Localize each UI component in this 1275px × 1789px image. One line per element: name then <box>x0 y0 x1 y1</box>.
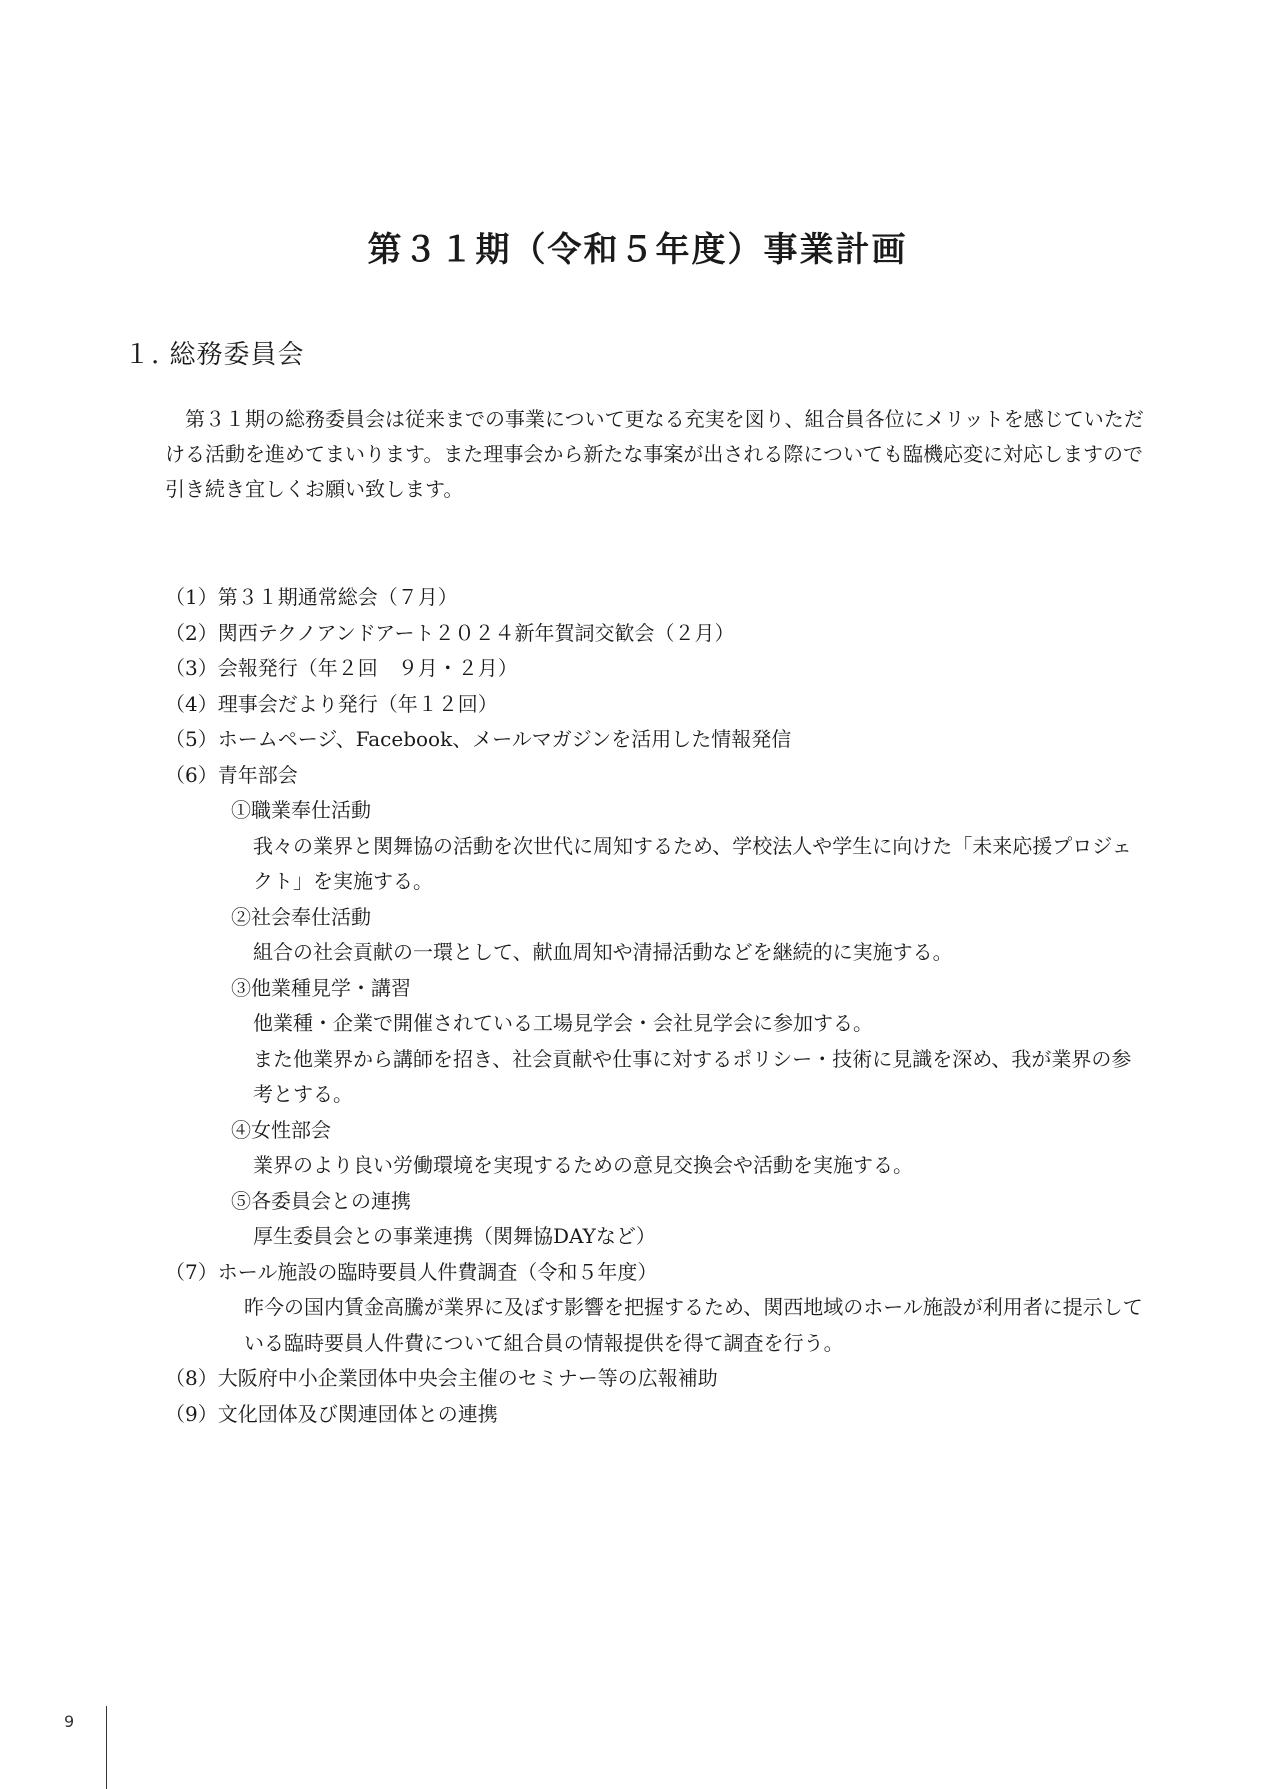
sub-item-description: 組合の社会貢献の一環として、献血周知や清掃活動などを継続的に実施する。 <box>253 940 953 964</box>
page-title: 第３１期（令和５年度）事業計画 <box>367 230 908 270</box>
list-item: （9）文化団体及び関連団体との連携 <box>165 1401 498 1426</box>
sub-item-description: 業界のより良い労働環境を実現するための意見交換会や活動を実施する。 <box>253 1153 913 1177</box>
sub-item-title: ③他業種見学・講習 <box>231 975 411 1000</box>
list-item: （7）ホール施設の臨時要員人件費調査（令和５年度） <box>165 1259 658 1284</box>
list-item: （3）会報発行（年２回 ９月・２月） <box>165 656 518 680</box>
margin-divider <box>106 1706 107 1789</box>
list-item: （4）理事会だより発行（年１２回） <box>165 691 498 716</box>
intro-paragraph: 第３１期の総務委員会は従来までの事業について更なる充実を図り、組合員各位にメリットを感じていただける活動を進めてまいります。また理事会から新たな事案が出される際についても臨機応変に対応しますので引き続き宜しくお願い致します。 <box>165 407 1144 501</box>
sub-item-title: ②社会奉仕活動 <box>231 904 371 929</box>
sub-item-title: ①職業奉仕活動 <box>231 798 371 822</box>
sub-item-description: また他業界から講師を招き、社会貢献や仕事に対するポリシー・技術に見識を深め、我が業界の参考とする。 <box>253 1046 1132 1106</box>
plan-item-list <box>165 580 1150 1432</box>
sub-item-description: 我々の業界と関舞協の活動を次世代に周知するため、学校法人や学生に向けた「未来応援プロジェクト」を実施する。 <box>253 833 1132 893</box>
list-item: （1）第３１期通常総会（７月） <box>165 585 458 609</box>
list-item: （5）ホームページ、Facebook、メールマガジンを活用した情報発信 <box>165 727 792 751</box>
item-description: 昨今の国内賃金高騰が業界に及ぼす影響を把握するため、関西地域のホール施設が利用者に提示している臨時要員人件費について組合員の情報提供を得て調査を行う。 <box>244 1295 1143 1355</box>
sub-item-description: 厚生委員会との事業連携（関舞協DAYなど） <box>253 1224 656 1248</box>
section-heading: １. 総務委員会 <box>124 340 305 370</box>
sub-item-description: 他業種・企業で開催されている工場見学会・会社見学会に参加する。 <box>253 1011 873 1035</box>
list-item: （6）青年部会 <box>165 762 298 787</box>
page-number: 9 <box>64 1712 75 1731</box>
sub-item-title: ④女性部会 <box>231 1117 331 1142</box>
list-item: （8）大阪府中小企業団体中央会主催のセミナー等の広報補助 <box>165 1366 718 1390</box>
list-item: （2）関西テクノアンドアート２０２４新年賀詞交歓会（２月） <box>165 620 735 645</box>
sub-item-title: ⑤各委員会との連携 <box>231 1188 411 1213</box>
intro-block <box>165 402 1145 507</box>
